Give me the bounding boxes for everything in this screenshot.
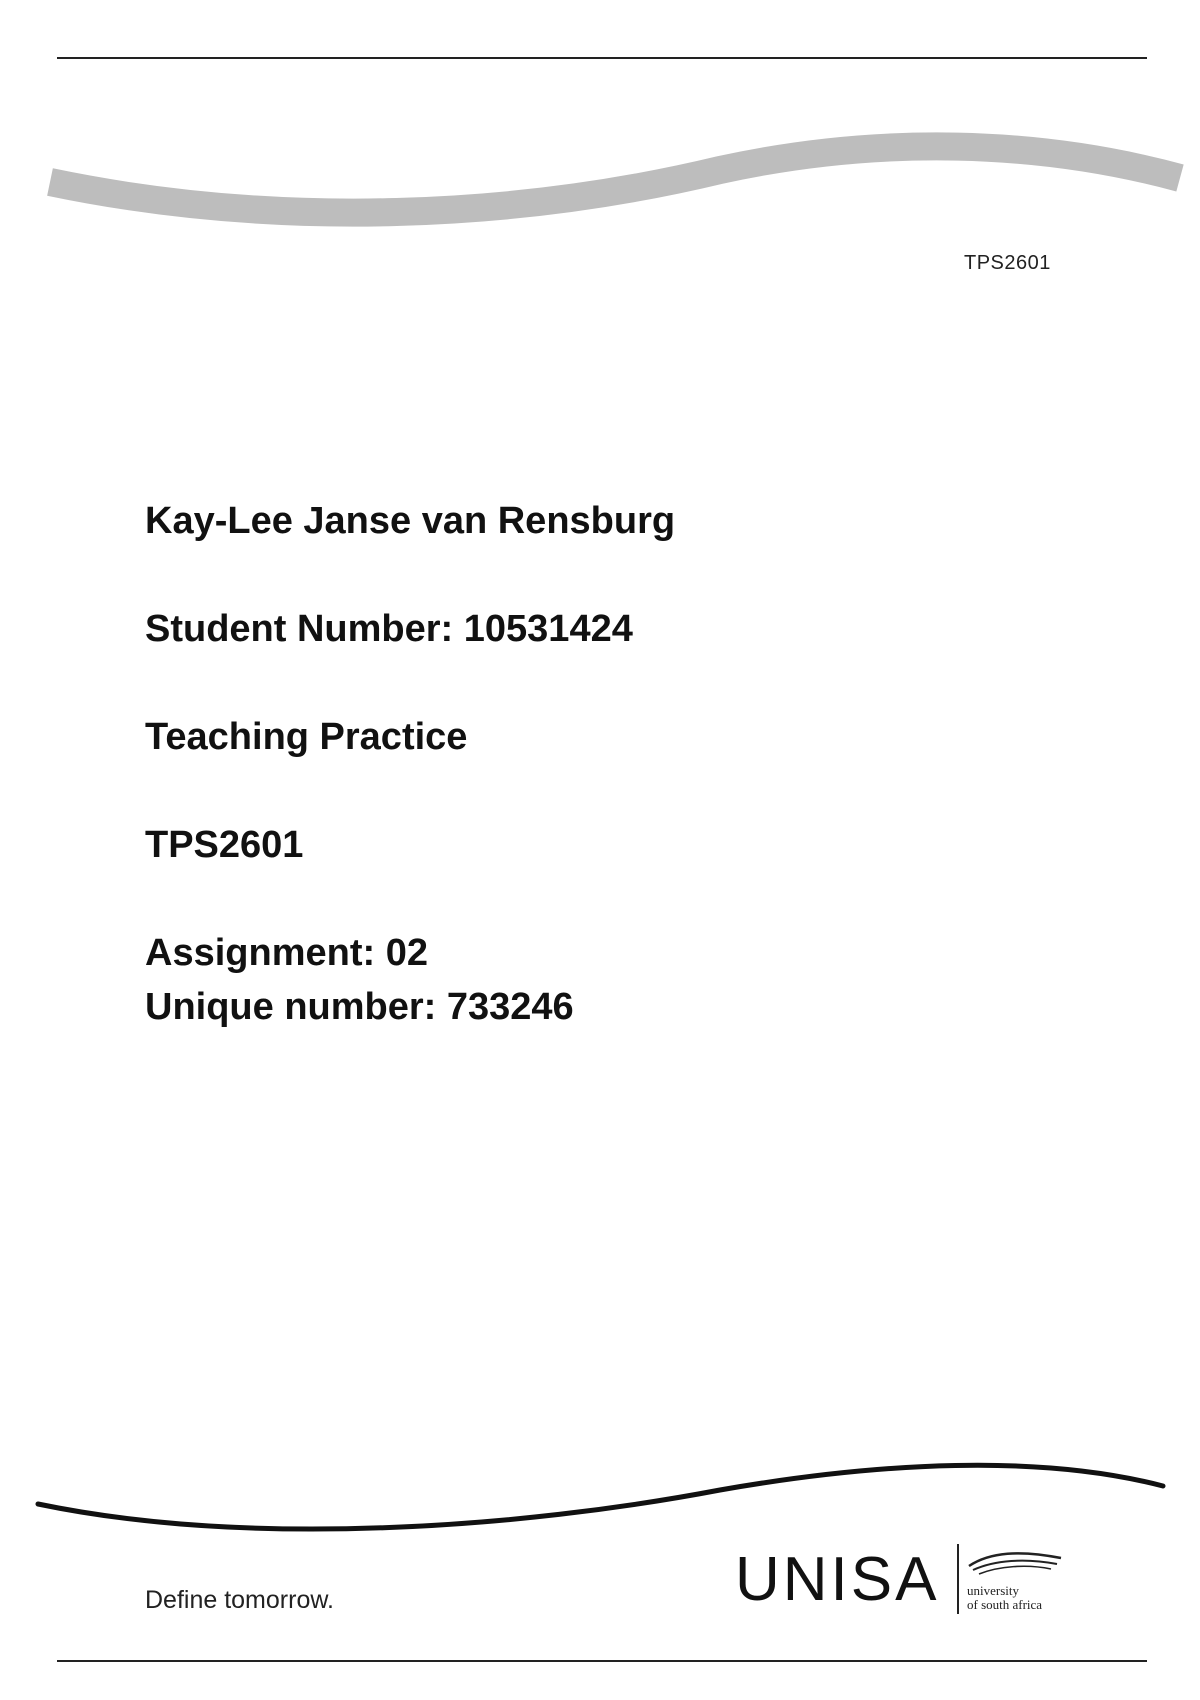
logo-subline	[967, 1584, 1042, 1612]
cover-details	[145, 494, 675, 1034]
bottom-wave-decoration	[0, 1440, 1200, 1550]
assignment-number: Assignment: 02	[145, 932, 428, 974]
module-code: TPS2601	[145, 824, 304, 866]
logo-subline-2: of south africa	[967, 1597, 1043, 1612]
bottom-rule	[57, 1660, 1147, 1662]
tagline: Define tomorrow.	[145, 1586, 334, 1614]
student-number: Student Number: 10531424	[145, 608, 633, 650]
student-name: Kay-Lee Janse van Rensburg	[145, 500, 676, 542]
top-rule	[57, 57, 1147, 59]
unisa-logo	[735, 1540, 1075, 1620]
logo-wordmark: UNISA	[735, 1545, 940, 1614]
logo-swoosh-icon	[965, 1548, 1065, 1578]
module-name: Teaching Practice	[145, 716, 468, 758]
header-course-code: TPS2601	[964, 252, 1051, 274]
top-wave-decoration	[0, 130, 1200, 260]
logo-divider	[957, 1544, 959, 1614]
unique-number: Unique number: 733246	[145, 986, 574, 1028]
logo-subline-1: university	[967, 1583, 1019, 1598]
